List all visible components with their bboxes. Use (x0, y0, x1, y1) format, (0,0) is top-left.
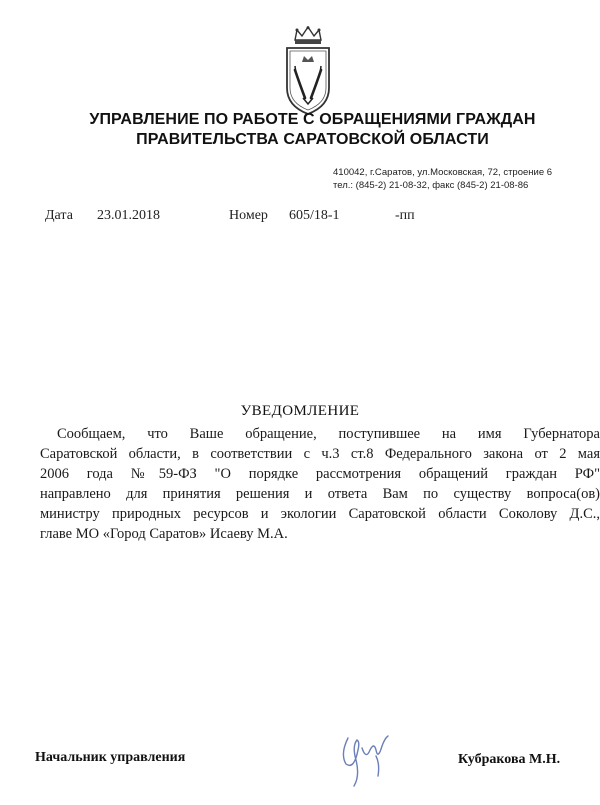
signatory-role: Начальник управления (35, 750, 186, 765)
organization-address (333, 166, 552, 192)
org-line-2: ПРАВИТЕЛЬСТВА САРАТОВСКОЙ ОБЛАСТИ (136, 131, 489, 148)
saratov-coat-of-arms-icon (281, 26, 335, 118)
notice-title: УВЕДОМЛЕНИЕ (240, 403, 360, 419)
body-line: главе МО «Город Саратов» Исаеву М.А. (40, 526, 288, 542)
date-value: 23.01.2018 (97, 208, 160, 223)
address-line: 410042, г.Саратов, ул.Московская, 72, строение 6 (333, 167, 553, 178)
date-label: Дата (45, 208, 73, 223)
body-line: Саратовской области, в соответствии с ч.3 ст.8 Федерального закона от 2 мая (40, 446, 600, 462)
body-line: министру природных ресурсов и экологии Саратовской области Соколову Д.С., (40, 506, 600, 522)
body-line: 2006 года №59-ФЗ "О порядке рассмотрения обращений граждан РФ" (40, 466, 600, 482)
org-line-1: УПРАВЛЕНИЕ ПО РАБОТЕ С ОБРАЩЕНИЯМИ ГРАЖДАН (89, 111, 536, 128)
body-line: направлено для принятия решения и ответа Вам по существу вопроса(ов) (40, 486, 600, 502)
signatory-name: Кубракова М.Н. (458, 752, 561, 767)
number-label: Номер (229, 208, 268, 223)
number-value: 605/18-1 (289, 208, 340, 223)
notice-body (40, 424, 600, 544)
phone-fax-line: тел.: (845-2) 21-08-32, факс (845-2) 21-08-86 (333, 180, 529, 191)
handwritten-signature (330, 720, 400, 790)
number-suffix: -пп (395, 208, 415, 223)
body-line: Сообщаем, что Ваше обращение, поступившее на имя Губернатора (57, 426, 600, 442)
organization-name (40, 110, 585, 150)
